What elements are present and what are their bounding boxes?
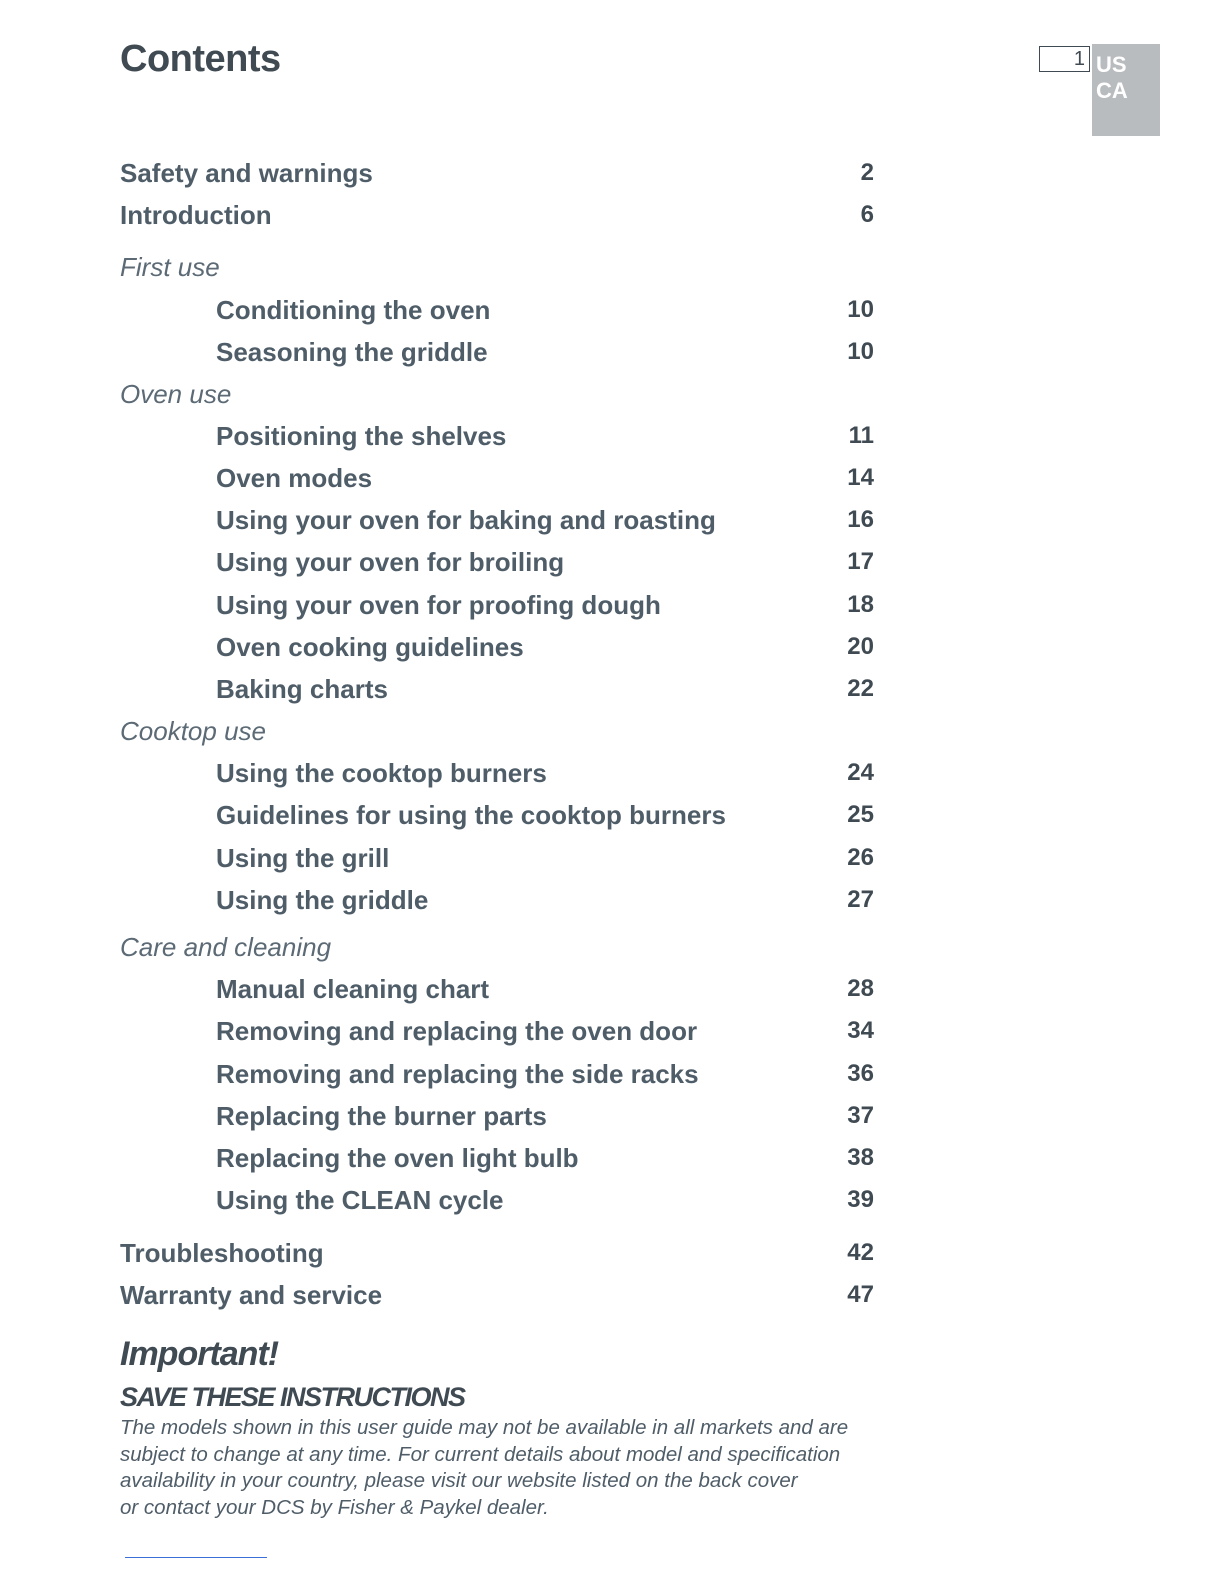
- note-line: or contact your DCS by Fisher & Paykel dealer.: [120, 1495, 549, 1519]
- toc-entry-positioning-the-shelves[interactable]: [0, 418, 1225, 454]
- toc-section-label: First use: [120, 252, 220, 282]
- region-tag-ca: CA: [1096, 78, 1128, 103]
- toc-label: Warranty and service: [120, 1280, 383, 1310]
- toc-entry-oven-cooking-guidelines[interactable]: [0, 629, 1225, 665]
- note-line: The models shown in this user guide may not be available in all markets and are: [120, 1416, 849, 1439]
- region-tab: [1092, 44, 1160, 136]
- toc-entry-broiling[interactable]: [0, 544, 1225, 580]
- toc-label: Positioning the shelves: [216, 421, 507, 451]
- page-number: 1: [1073, 48, 1085, 70]
- toc-label: Using your oven for proofing dough: [216, 590, 661, 620]
- toc-label: Introduction: [120, 200, 272, 230]
- toc-label: Troubleshooting: [120, 1238, 324, 1268]
- page-title: Contents: [120, 38, 281, 80]
- toc-entry-clean-cycle[interactable]: [0, 1182, 1225, 1218]
- toc-label: Removing and replacing the side racks: [216, 1059, 699, 1089]
- toc-page-number: 38: [847, 1144, 874, 1171]
- toc-page-number: 36: [847, 1060, 874, 1087]
- availability-note: [120, 1415, 860, 1521]
- region-tag-us: US: [1096, 52, 1127, 77]
- toc-label: Using your oven for broiling: [216, 547, 565, 577]
- toc-page-number: 26: [847, 844, 874, 871]
- toc-entry-using-the-griddle[interactable]: [0, 882, 1225, 918]
- toc-page-number: 37: [847, 1102, 874, 1129]
- toc-label: Using the griddle: [216, 885, 429, 915]
- toc-page-number: 28: [847, 975, 874, 1002]
- page-number-box: [1039, 46, 1090, 72]
- footer-divider: [125, 1557, 267, 1558]
- note-line: subject to change at any time. For current details about model and specification: [120, 1442, 841, 1466]
- toc-label: Seasoning the griddle: [216, 337, 488, 367]
- toc-entry-safety-and-warnings[interactable]: [0, 155, 1225, 191]
- toc-entry-burner-parts[interactable]: [0, 1098, 1225, 1134]
- toc-page-number: 17: [847, 548, 874, 575]
- toc-label: Oven cooking guidelines: [216, 632, 524, 662]
- toc-section-cooktop-use: [0, 713, 1225, 749]
- toc-section-label: Oven use: [120, 379, 232, 409]
- toc-entry-side-racks[interactable]: [0, 1056, 1225, 1092]
- toc-entry-warranty-and-service[interactable]: [0, 1277, 1225, 1313]
- toc-entry-baking-charts[interactable]: [0, 671, 1225, 707]
- toc-entry-oven-light-bulb[interactable]: [0, 1140, 1225, 1176]
- toc-page-number: 34: [847, 1017, 874, 1044]
- toc-label: Replacing the oven light bulb: [216, 1143, 579, 1173]
- toc-page-number: 16: [847, 506, 874, 533]
- toc-label: Oven modes: [216, 463, 373, 493]
- toc-entry-baking-and-roasting[interactable]: [0, 502, 1225, 538]
- toc-page-number: 14: [847, 464, 874, 491]
- toc-page-number: 18: [847, 591, 874, 618]
- toc-page-number: 42: [847, 1239, 874, 1266]
- toc-entry-conditioning-the-oven[interactable]: [0, 292, 1225, 328]
- toc-page-number: 10: [847, 338, 874, 365]
- toc-page-number: 24: [847, 759, 874, 786]
- toc-entry-seasoning-the-griddle[interactable]: [0, 334, 1225, 370]
- toc-page-number: 25: [847, 801, 874, 828]
- toc-entry-troubleshooting[interactable]: [0, 1235, 1225, 1271]
- toc-section-care-and-cleaning: [0, 929, 1225, 965]
- toc-entry-oven-door[interactable]: [0, 1013, 1225, 1049]
- toc-label: Manual cleaning chart: [216, 974, 490, 1004]
- toc-page-number: 2: [860, 159, 874, 186]
- toc-page-number: 39: [847, 1186, 874, 1213]
- toc-label: Using your oven for baking and roasting: [216, 505, 716, 535]
- toc-page-number: 47: [847, 1281, 874, 1308]
- toc-page-number: 20: [847, 633, 874, 660]
- toc-entry-oven-modes[interactable]: [0, 460, 1225, 496]
- toc-entry-cooktop-burners[interactable]: [0, 755, 1225, 791]
- toc-page-number: 27: [847, 886, 874, 913]
- toc-section-label: Care and cleaning: [120, 932, 332, 962]
- toc-label: Baking charts: [216, 674, 388, 704]
- toc-entry-using-the-grill[interactable]: [0, 840, 1225, 876]
- toc-entry-cooktop-burner-guidelines[interactable]: [0, 797, 1225, 833]
- toc-page-number: 22: [847, 675, 874, 702]
- toc-entry-manual-cleaning-chart[interactable]: [0, 971, 1225, 1007]
- toc-section-first-use: [0, 249, 1225, 285]
- toc-label: Removing and replacing the oven door: [216, 1016, 698, 1046]
- toc-label: Safety and warnings: [120, 158, 373, 188]
- toc-page-number: 6: [860, 201, 874, 228]
- toc-section-oven-use: [0, 376, 1225, 412]
- toc-entry-proofing-dough[interactable]: [0, 587, 1225, 623]
- toc-label: Using the grill: [216, 843, 390, 873]
- toc-entry-introduction[interactable]: [0, 197, 1225, 233]
- save-instructions-heading: SAVE THESE INSTRUCTIONS: [120, 1382, 465, 1412]
- toc-label: Using the CLEAN cycle: [216, 1185, 504, 1215]
- important-heading: Important!: [120, 1335, 279, 1373]
- toc-page-number: 11: [848, 422, 874, 449]
- toc-label: Using the cooktop burners: [216, 758, 547, 788]
- note-line: availability in your country, please visit our website listed on the back cover: [120, 1469, 798, 1492]
- toc-page-number: 10: [847, 296, 874, 323]
- toc-section-label: Cooktop use: [120, 716, 266, 746]
- toc-label: Guidelines for using the cooktop burners: [216, 800, 726, 830]
- toc-label: Conditioning the oven: [216, 295, 491, 325]
- toc-label: Replacing the burner parts: [216, 1101, 547, 1131]
